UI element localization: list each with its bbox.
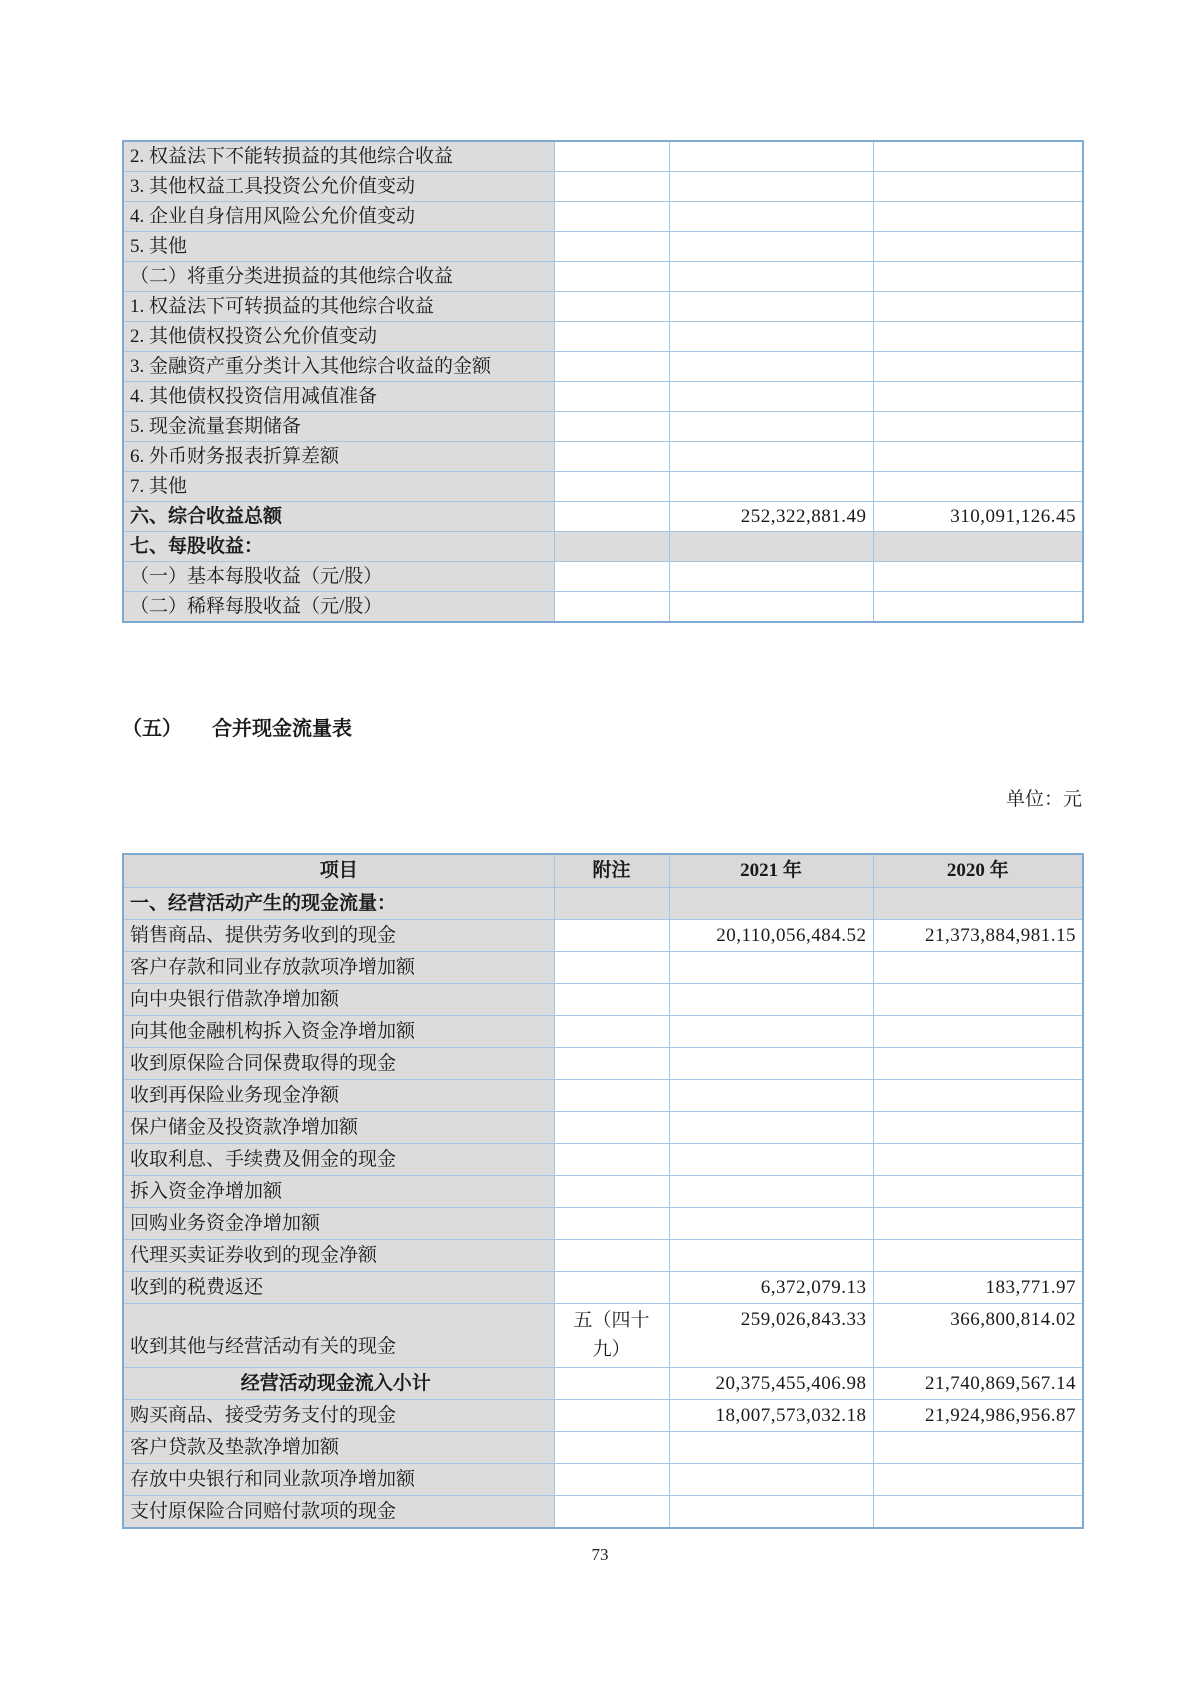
note-cell (554, 502, 669, 532)
row-label-cell: 向中央银行借款净增加额 (123, 984, 554, 1016)
value-2021-cell: 18,007,573,032.18 (669, 1399, 873, 1431)
value-2021-cell: 20,110,056,484.52 (669, 920, 873, 952)
table-row (123, 1463, 1083, 1495)
value-2020-cell (873, 592, 1083, 623)
row-label-cell: 3. 金融资产重分类计入其他综合收益的金额 (123, 352, 554, 382)
value-2021-cell (669, 952, 873, 984)
value-2021-cell (669, 412, 873, 442)
value-2020-cell (873, 202, 1083, 232)
table-row (123, 472, 1083, 502)
row-label-cell: 7. 其他 (123, 472, 554, 502)
value-2021-cell (669, 1016, 873, 1048)
row-label-cell: 回购业务资金净增加额 (123, 1208, 554, 1240)
note-cell (554, 592, 669, 623)
note-cell (554, 172, 669, 202)
row-label-cell: 收到的税费返还 (123, 1272, 554, 1304)
value-2021-cell (669, 202, 873, 232)
note-cell (554, 202, 669, 232)
header-2020: 2020 年 (873, 854, 1083, 888)
value-2021-cell (669, 232, 873, 262)
value-2021-cell (669, 1176, 873, 1208)
value-2021-cell: 252,322,881.49 (669, 502, 873, 532)
row-label-cell: 5. 现金流量套期储备 (123, 412, 554, 442)
table-row (123, 920, 1083, 952)
cash-flow-table-body (123, 888, 1083, 1528)
row-label-cell: 4. 企业自身信用风险公允价值变动 (123, 202, 554, 232)
section-title: 合并现金流量表 (212, 718, 352, 740)
value-2021-cell (669, 172, 873, 202)
note-cell (554, 952, 669, 984)
row-label-cell: 收取利息、手续费及佣金的现金 (123, 1144, 554, 1176)
row-label-cell: 拆入资金净增加额 (123, 1176, 554, 1208)
row-label-cell: 收到原保险合同保费取得的现金 (123, 1048, 554, 1080)
table-row (123, 292, 1083, 322)
table-row (123, 1208, 1083, 1240)
table-row (123, 532, 1083, 562)
value-2020-cell (873, 442, 1083, 472)
row-label-cell: 支付原保险合同赔付款项的现金 (123, 1495, 554, 1528)
table-row (123, 1176, 1083, 1208)
note-cell: 五（四十九） (554, 1304, 669, 1368)
value-2020-cell (873, 1176, 1083, 1208)
value-2021-cell (669, 262, 873, 292)
value-2020-cell (873, 322, 1083, 352)
value-2021-cell (669, 472, 873, 502)
note-cell (554, 1240, 669, 1272)
row-label-cell: （二）将重分类进损益的其他综合收益 (123, 262, 554, 292)
note-cell (554, 1399, 669, 1431)
note-cell (554, 232, 669, 262)
row-label-cell: 向其他金融机构拆入资金净增加额 (123, 1016, 554, 1048)
value-2020-cell (873, 412, 1083, 442)
table-row (123, 888, 1083, 920)
table-row (123, 1431, 1083, 1463)
value-2021-cell (669, 1112, 873, 1144)
comprehensive-income-table-body (123, 141, 1083, 622)
value-2020-cell (873, 984, 1083, 1016)
table-row (123, 232, 1083, 262)
note-cell (554, 1080, 669, 1112)
comprehensive-income-table (122, 140, 1084, 623)
value-2021-cell (669, 1431, 873, 1463)
table-row (123, 1080, 1083, 1112)
table-row (123, 442, 1083, 472)
row-label-cell: 代理买卖证券收到的现金净额 (123, 1240, 554, 1272)
table-row (123, 1399, 1083, 1431)
table-row (123, 202, 1083, 232)
value-2020-cell: 21,924,986,956.87 (873, 1399, 1083, 1431)
cash-flow-header-row (123, 854, 1083, 888)
header-item: 项目 (123, 854, 554, 888)
note-cell (554, 1016, 669, 1048)
table-row (123, 1367, 1083, 1399)
value-2020-cell (873, 1080, 1083, 1112)
page-number: 73 (591, 1545, 609, 1564)
row-label-cell: 1. 权益法下可转损益的其他综合收益 (123, 292, 554, 322)
value-2020-cell: 366,800,814.02 (873, 1304, 1083, 1368)
value-2020-cell (873, 1112, 1083, 1144)
section-heading (122, 712, 352, 741)
row-label-cell: 4. 其他债权投资信用减值准备 (123, 382, 554, 412)
table-row (123, 1144, 1083, 1176)
value-2020-cell (873, 1495, 1083, 1528)
row-label-cell: 存放中央银行和同业款项净增加额 (123, 1463, 554, 1495)
row-label-cell: （一）基本每股收益（元/股） (123, 562, 554, 592)
value-2021-cell (669, 1463, 873, 1495)
table-row (123, 172, 1083, 202)
table-row (123, 502, 1083, 532)
note-cell (554, 920, 669, 952)
value-2020-cell (873, 472, 1083, 502)
header-2021: 2021 年 (669, 854, 873, 888)
value-2021-cell (669, 1240, 873, 1272)
value-2021-cell (669, 592, 873, 623)
value-2020-cell (873, 952, 1083, 984)
table-row (123, 1048, 1083, 1080)
row-label-cell: 客户存款和同业存放款项净增加额 (123, 952, 554, 984)
unit-label: 单位：元 (1005, 789, 1082, 810)
row-label-cell: 经营活动现金流入小计 (123, 1367, 554, 1399)
note-cell (554, 1048, 669, 1080)
value-2020-cell (873, 1144, 1083, 1176)
note-cell (554, 292, 669, 322)
value-2020-cell (873, 172, 1083, 202)
value-2020-cell (873, 1016, 1083, 1048)
table-row (123, 322, 1083, 352)
value-2021-cell: 20,375,455,406.98 (669, 1367, 873, 1399)
note-cell (554, 352, 669, 382)
value-2020-cell: 21,740,869,567.14 (873, 1367, 1083, 1399)
value-2020-cell: 310,091,126.45 (873, 502, 1083, 532)
note-cell (554, 1431, 669, 1463)
row-label-cell: 5. 其他 (123, 232, 554, 262)
value-2021-cell (669, 1080, 873, 1112)
value-2020-cell: 21,373,884,981.15 (873, 920, 1083, 952)
row-label-cell: 6. 外币财务报表折算差额 (123, 442, 554, 472)
value-2021-cell (669, 562, 873, 592)
value-2020-cell (873, 141, 1083, 172)
table-row (123, 1016, 1083, 1048)
value-2021-cell (669, 1048, 873, 1080)
row-label-cell: 客户贷款及垫款净增加额 (123, 1431, 554, 1463)
row-label-cell: 2. 其他债权投资公允价值变动 (123, 322, 554, 352)
value-2020-cell (873, 532, 1083, 562)
row-label-cell: 一、经营活动产生的现金流量： (123, 888, 554, 920)
value-2020-cell (873, 1463, 1083, 1495)
note-cell (554, 888, 669, 920)
table-row (123, 1112, 1083, 1144)
note-cell (554, 442, 669, 472)
value-2020-cell (873, 352, 1083, 382)
note-cell (554, 532, 669, 562)
value-2021-cell (669, 442, 873, 472)
value-2020-cell (873, 562, 1083, 592)
note-cell (554, 322, 669, 352)
header-note: 附注 (554, 854, 669, 888)
note-cell (554, 1176, 669, 1208)
table-row (123, 262, 1083, 292)
table-row (123, 412, 1083, 442)
note-cell (554, 1367, 669, 1399)
note-cell (554, 472, 669, 502)
value-2020-cell (873, 262, 1083, 292)
row-label-cell: 收到其他与经营活动有关的现金 (123, 1304, 554, 1368)
note-cell (554, 1463, 669, 1495)
table-row (123, 1240, 1083, 1272)
table-row (123, 382, 1083, 412)
value-2021-cell (669, 888, 873, 920)
value-2020-cell (873, 232, 1083, 262)
table-row (123, 592, 1083, 623)
table-row (123, 1495, 1083, 1528)
value-2021-cell (669, 984, 873, 1016)
note-cell (554, 562, 669, 592)
note-cell (554, 1495, 669, 1528)
value-2021-cell (669, 1208, 873, 1240)
value-2021-cell (669, 322, 873, 352)
section-number: （五） (122, 718, 182, 740)
row-label-cell: 保户储金及投资款净增加额 (123, 1112, 554, 1144)
value-2021-cell: 6,372,079.13 (669, 1272, 873, 1304)
value-2020-cell (873, 1431, 1083, 1463)
value-2021-cell (669, 382, 873, 412)
value-2021-cell: 259,026,843.33 (669, 1304, 873, 1368)
value-2021-cell (669, 352, 873, 382)
note-cell (554, 1144, 669, 1176)
value-2020-cell: 183,771.97 (873, 1272, 1083, 1304)
note-cell (554, 412, 669, 442)
value-2021-cell (669, 1495, 873, 1528)
note-cell (554, 382, 669, 412)
table-row (123, 352, 1083, 382)
value-2020-cell (873, 888, 1083, 920)
row-label-cell: 购买商品、接受劳务支付的现金 (123, 1399, 554, 1431)
table-row (123, 1304, 1083, 1368)
value-2021-cell (669, 141, 873, 172)
row-label-cell: 七、每股收益： (123, 532, 554, 562)
value-2021-cell (669, 292, 873, 322)
row-label-cell: 销售商品、提供劳务收到的现金 (123, 920, 554, 952)
value-2021-cell (669, 532, 873, 562)
table-row (123, 562, 1083, 592)
value-2021-cell (669, 1144, 873, 1176)
note-cell (554, 141, 669, 172)
value-2020-cell (873, 1208, 1083, 1240)
value-2020-cell (873, 292, 1083, 322)
table-row (123, 141, 1083, 172)
cash-flow-table (122, 853, 1084, 1529)
row-label-cell: 六、综合收益总额 (123, 502, 554, 532)
note-cell (554, 1272, 669, 1304)
note-cell (554, 262, 669, 292)
note-cell (554, 1208, 669, 1240)
row-label-cell: 收到再保险业务现金净额 (123, 1080, 554, 1112)
row-label-cell: 2. 权益法下不能转损益的其他综合收益 (123, 141, 554, 172)
table-row (123, 1272, 1083, 1304)
table-row (123, 984, 1083, 1016)
table-row (123, 952, 1083, 984)
value-2020-cell (873, 382, 1083, 412)
value-2020-cell (873, 1240, 1083, 1272)
row-label-cell: 3. 其他权益工具投资公允价值变动 (123, 172, 554, 202)
note-cell (554, 984, 669, 1016)
value-2020-cell (873, 1048, 1083, 1080)
row-label-cell: （二）稀释每股收益（元/股） (123, 592, 554, 623)
note-cell (554, 1112, 669, 1144)
